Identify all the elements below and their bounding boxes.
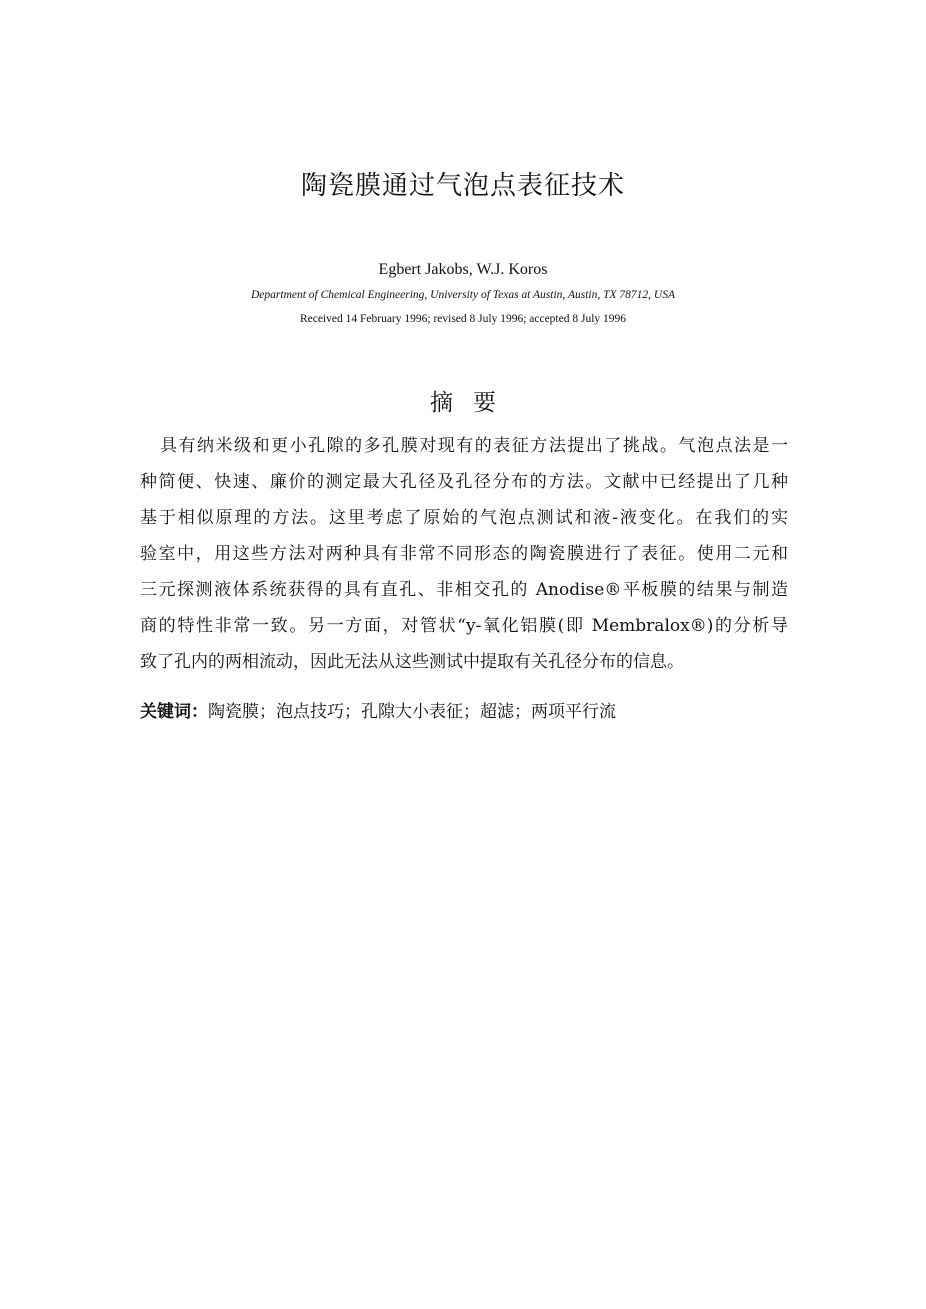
abstract-line: 具有纳米级和更小孔隙的多孔膜对现有的表征方法提出了挑战。气泡点法是一 [160,436,788,456]
affiliation: Department of Chemical Engineering, University of Texas at Austin, Austin, TX 78712, USA [251,289,675,301]
abstract-body [140,428,788,680]
abstract-line: 商的特性非常一致。另一方面，对管状“y-氧化铝膜(即 Membralox®)的分析导 [140,616,788,636]
keywords [140,697,788,727]
abstract-line: 种简便、快速、廉价的测定最大孔径及孔径分布的方法。文献中已经提出了几种 [140,472,788,492]
keywords-label: 关键词： [140,702,208,722]
abstract-line: 致了孔内的两相流动，因此无法从这些测试中提取有关孔径分布的信息。 [140,652,684,672]
abstract-line: 基于相似原理的方法。这里考虑了原始的气泡点测试和液-液变化。在我们的实 [140,508,788,528]
authors: Egbert Jakobs, W.J. Koros [378,261,548,278]
abstract-line: 验室中，用这些方法对两种具有非常不同形态的陶瓷膜进行了表征。使用二元和 [140,544,788,564]
abstract-line: 三元探测液体系统获得的具有直孔、非相交孔的 Anodise®平板膜的结果与制造 [140,580,788,600]
keywords-text: 陶瓷膜；泡点技巧；孔隙大小表征；超滤；两项平行流 [208,702,616,722]
abstract-heading: 摘要 [430,390,516,416]
paper-title: 陶瓷膜通过气泡点表征技术 [300,171,625,201]
received-dates: Received 14 February 1996; revised 8 July 1996; accepted 8 July 1996 [299,313,627,325]
